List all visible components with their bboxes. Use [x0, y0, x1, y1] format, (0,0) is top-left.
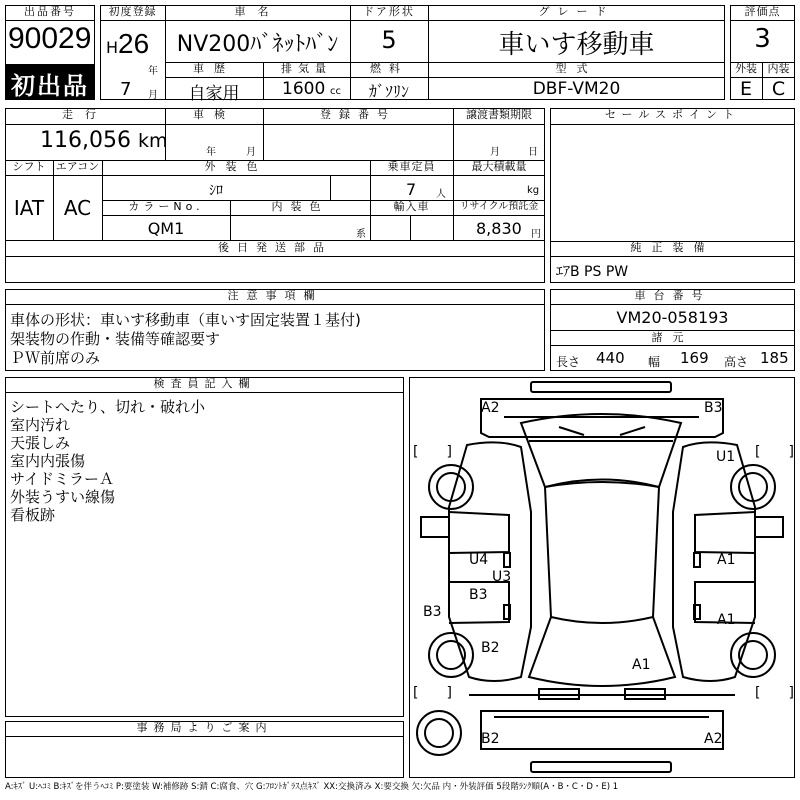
recycle-unit: 円	[531, 229, 541, 240]
chassis-number: VM20-058193	[616, 308, 729, 327]
specs-label: 諸元	[651, 331, 694, 344]
import-label: 輸入車	[393, 200, 430, 213]
damage-legend: A:ｷｽﾞ U:ﾍｺﾐ B:ｷｽﾞを伴うﾍｺﾐ P:要塗装 W:補修跡 S:錆 C:腐食、穴 G:ﾌﾛﾝﾄｶﾞﾗｽ点ｷｽﾞ XX:交換済み X:要交換 欠:欠品 内・外装評価 5段階ﾗﾝｸ順(A・B・C・D・E) 1	[5, 782, 619, 792]
int-grade-label: 内装	[767, 62, 790, 75]
mark-a1-rear: A1	[632, 657, 651, 673]
inspector-line-4: 室内内張傷	[10, 452, 86, 470]
mileage-label: 走行	[62, 108, 108, 121]
score-label: 評価点	[744, 5, 781, 18]
color-number: QM1	[147, 219, 185, 238]
recycle-label: リサイクル預託金	[459, 201, 539, 212]
width-label: 幅	[648, 355, 661, 369]
transfer-day-unit: 日	[528, 147, 538, 158]
mark-a1-right-front-door: A1	[717, 552, 736, 568]
capacity: 7	[406, 180, 417, 199]
height: 185	[760, 349, 789, 367]
displacement-label: 排気量	[281, 62, 332, 75]
int-color-unit: 系	[356, 229, 366, 240]
inspector-line-6: 外装うすい線傷	[10, 488, 116, 506]
first-listing-label: 初出品	[11, 72, 89, 100]
car-outline-diagram	[409, 377, 795, 778]
int-color-label: 内装色	[271, 200, 329, 213]
mark-b3-top: B3	[704, 400, 723, 416]
displacement-unit: cc	[330, 86, 341, 97]
length: 440	[596, 349, 625, 367]
transfer-month-unit: 月	[490, 147, 500, 158]
ac-label: エアコン	[55, 160, 100, 173]
first-reg-month: 7	[120, 79, 132, 100]
grade: 車いす移動車	[498, 30, 655, 60]
displacement: 1600	[282, 79, 326, 99]
note-line-1: 車体の形状：車いす移動車（車いす固定装置１基付)	[10, 311, 361, 329]
era-letter: H	[106, 38, 119, 57]
mark-b2-bottom: B2	[481, 731, 500, 747]
notes-label: 注意事項欄	[227, 289, 323, 302]
genuine-equipment-label: 純正装備	[630, 241, 715, 254]
history: 自家用	[188, 84, 240, 104]
inspector-line-5: サイドミラーＡ	[10, 470, 114, 488]
bracket-left-top: [ ]	[413, 444, 452, 460]
month-unit: 月	[148, 90, 158, 101]
history-label: 車歴	[193, 62, 235, 75]
fuel: ｶﾞｿﾘﾝ	[368, 82, 409, 101]
height-label: 高さ	[724, 355, 749, 369]
max-load-label: 最大積載量	[471, 160, 527, 173]
mark-b2-left-quarter: B2	[481, 640, 500, 656]
ext-grade-label: 外装	[735, 62, 757, 75]
bracket-right-bottom: [ ]	[755, 685, 794, 701]
transfer-deadline-label: 譲渡書類期限	[466, 108, 532, 121]
bracket-left-bottom: [ ]	[413, 685, 452, 701]
car-name: NV200ﾊﾞﾈｯﾄﾊﾞﾝ	[176, 32, 339, 57]
inspector-label: 検査員記入欄	[153, 377, 256, 390]
lot-number: 90029	[8, 22, 92, 55]
mark-a1-right-rear-door: A1	[717, 612, 736, 628]
note-line-2: 架装物の作動・装備等確認要す	[10, 330, 221, 348]
first-reg-label: 初度登録	[108, 5, 157, 18]
inspector-line-1: シートへたり、切れ・破れ小	[10, 398, 206, 416]
inspection-label: 車検	[193, 108, 235, 121]
ext-grade: E	[739, 78, 752, 100]
inspection-month-unit: 月	[246, 147, 256, 158]
shift: IAT	[13, 196, 45, 220]
mark-u4: U4	[469, 552, 489, 568]
mileage-unit: km	[138, 130, 168, 152]
capacity-label: 乗車定員	[387, 160, 436, 173]
door-label: ドア形状	[363, 5, 415, 18]
mark-u3: U3	[492, 569, 512, 585]
grade-label: グレード	[538, 5, 615, 18]
inspection-year-unit: 年	[206, 147, 216, 158]
width: 169	[680, 349, 709, 367]
door-count: 5	[381, 26, 397, 54]
color-number-label: カラーNo.	[128, 200, 204, 213]
note-line-3: ＰＷ前席のみ	[10, 349, 101, 367]
lot-number-label: 出品番号	[24, 5, 76, 18]
recycle-fee: 8,830	[476, 219, 522, 238]
genuine-equipment: ｴｱB PS PW	[556, 264, 629, 280]
inspector-line-7: 看板跡	[10, 506, 56, 524]
ac: AC	[63, 196, 92, 220]
year-unit: 年	[148, 66, 158, 77]
ext-color: ｼﾛ	[209, 183, 223, 199]
reg-number-label: 登録番号	[320, 108, 396, 121]
mark-b3-left-door: B3	[469, 587, 488, 603]
sales-point-label: セールスポイント	[604, 108, 740, 121]
max-load-unit: kg	[527, 185, 540, 196]
mileage: 116,056	[40, 128, 131, 153]
first-reg-year: 26	[118, 28, 150, 59]
later-parts-label: 後日発送部品	[218, 241, 332, 254]
fuel-label: 燃料	[370, 62, 408, 75]
mark-u1: U1	[716, 449, 736, 465]
mark-a2-bottom: A2	[704, 731, 723, 747]
int-grade: C	[771, 78, 786, 100]
mark-a2-top: A2	[481, 400, 500, 416]
model-label: 型式	[555, 62, 598, 75]
model-code: DBF-VM20	[532, 79, 621, 99]
mark-b3-left-fender: B3	[423, 604, 442, 620]
shift-label: シフト	[12, 160, 46, 173]
chassis-label: 車台番号	[634, 289, 711, 302]
office-label: 事務局よりご案内	[136, 721, 273, 734]
ext-color-label: 外装色	[204, 160, 268, 173]
score: 3	[754, 24, 771, 54]
car-name-label: 車名	[234, 5, 281, 18]
length-label: 長さ	[556, 355, 581, 369]
bracket-right-top: [ ]	[755, 444, 794, 460]
capacity-unit: 人	[436, 189, 446, 200]
inspector-line-2: 室内汚れ	[10, 416, 71, 434]
inspector-line-3: 天張しみ	[10, 434, 71, 452]
